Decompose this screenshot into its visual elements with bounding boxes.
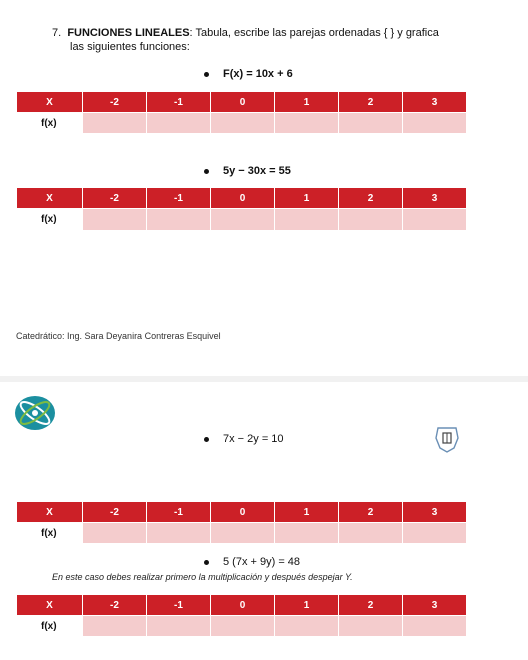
fx-cell[interactable] [211,113,275,134]
table-fx-row [17,616,467,637]
page-divider [0,376,528,382]
equation-3 [204,433,284,445]
table-fx-row [17,523,467,544]
fx-label: f(x) [17,113,83,134]
table-fx-row [17,113,467,134]
equation-3-text: 7x − 2y = 10 [223,433,284,445]
function-table-2 [16,187,467,231]
bullet-icon [204,169,209,174]
table-fx-row [17,209,467,231]
fx-cell[interactable] [275,616,339,637]
header-cell: 3 [403,595,467,616]
bullet-icon [204,560,209,565]
header-cell: -2 [83,188,147,209]
header-cell: 1 [275,502,339,523]
table-header-row [17,188,467,209]
header-cell: 0 [211,92,275,113]
fx-cell[interactable] [339,523,403,544]
fx-cell[interactable] [339,209,403,231]
header-cell: 3 [403,92,467,113]
fx-cell[interactable] [147,616,211,637]
fx-cell[interactable] [211,209,275,231]
header-cell: -2 [83,595,147,616]
header-cell: 0 [211,502,275,523]
fx-cell[interactable] [339,113,403,134]
header-cell: 3 [403,502,467,523]
equation-2-text: 5y − 30x = 55 [223,165,291,177]
header-cell-x: X [17,595,83,616]
header-cell: 1 [275,92,339,113]
equation-1 [204,68,293,80]
exercise-title [52,26,512,54]
fx-cell[interactable] [147,113,211,134]
header-cell: 3 [403,188,467,209]
header-cell: 2 [339,92,403,113]
equation-2 [204,165,291,177]
bullet-icon [204,437,209,442]
fx-cell[interactable] [403,113,467,134]
fx-cell[interactable] [211,616,275,637]
header-cell: 2 [339,502,403,523]
header-cell: -1 [147,92,211,113]
header-cell: -1 [147,502,211,523]
header-cell: 1 [275,188,339,209]
fx-label: f(x) [17,209,83,231]
fx-cell[interactable] [147,209,211,231]
fx-cell[interactable] [403,616,467,637]
fx-cell[interactable] [83,113,147,134]
function-table-3 [16,501,467,544]
table-header-row [17,595,467,616]
equation-1-text: F(x) = 10x + 6 [223,68,293,80]
fx-cell[interactable] [83,209,147,231]
function-table-4 [16,594,467,637]
fx-cell[interactable] [339,616,403,637]
school-logo-icon [14,394,56,432]
fx-cell[interactable] [275,113,339,134]
fx-cell[interactable] [147,523,211,544]
header-cell: 0 [211,188,275,209]
header-cell: -1 [147,188,211,209]
instruction-note: En este caso debes realizar primero la multiplicación y después despejar Y. [52,572,353,582]
equation-4-text: 5 (7x + 9y) = 48 [223,556,301,568]
header-cell-x: X [17,502,83,523]
equation-4 [204,556,300,568]
exercise-title-bold: FUNCIONES LINEALES [67,27,190,39]
shield-logo-icon [432,424,462,454]
bullet-icon [204,72,209,77]
header-cell: 1 [275,595,339,616]
fx-cell[interactable] [275,523,339,544]
header-cell: -1 [147,595,211,616]
exercise-number: 7. [52,27,62,39]
header-cell: -2 [83,502,147,523]
fx-label: f(x) [17,523,83,544]
exercise-title-rest: : Tabula, escribe las parejas ordenadas { } y grafica [189,27,439,39]
fx-cell[interactable] [83,616,147,637]
header-cell: 0 [211,595,275,616]
header-cell: 2 [339,595,403,616]
fx-cell[interactable] [403,523,467,544]
instructor-credit: Catedrático: Ing. Sara Deyanira Contreras Esquivel [16,331,221,341]
fx-cell[interactable] [211,523,275,544]
exercise-title-line2: las siguientes funciones: [70,41,190,53]
fx-label: f(x) [17,616,83,637]
table-header-row [17,502,467,523]
header-cell: -2 [83,92,147,113]
header-cell: 2 [339,188,403,209]
fx-cell[interactable] [275,209,339,231]
function-table-1 [16,91,467,134]
fx-cell[interactable] [83,523,147,544]
table-header-row [17,92,467,113]
header-cell-x: X [17,188,83,209]
header-cell-x: X [17,92,83,113]
fx-cell[interactable] [403,209,467,231]
